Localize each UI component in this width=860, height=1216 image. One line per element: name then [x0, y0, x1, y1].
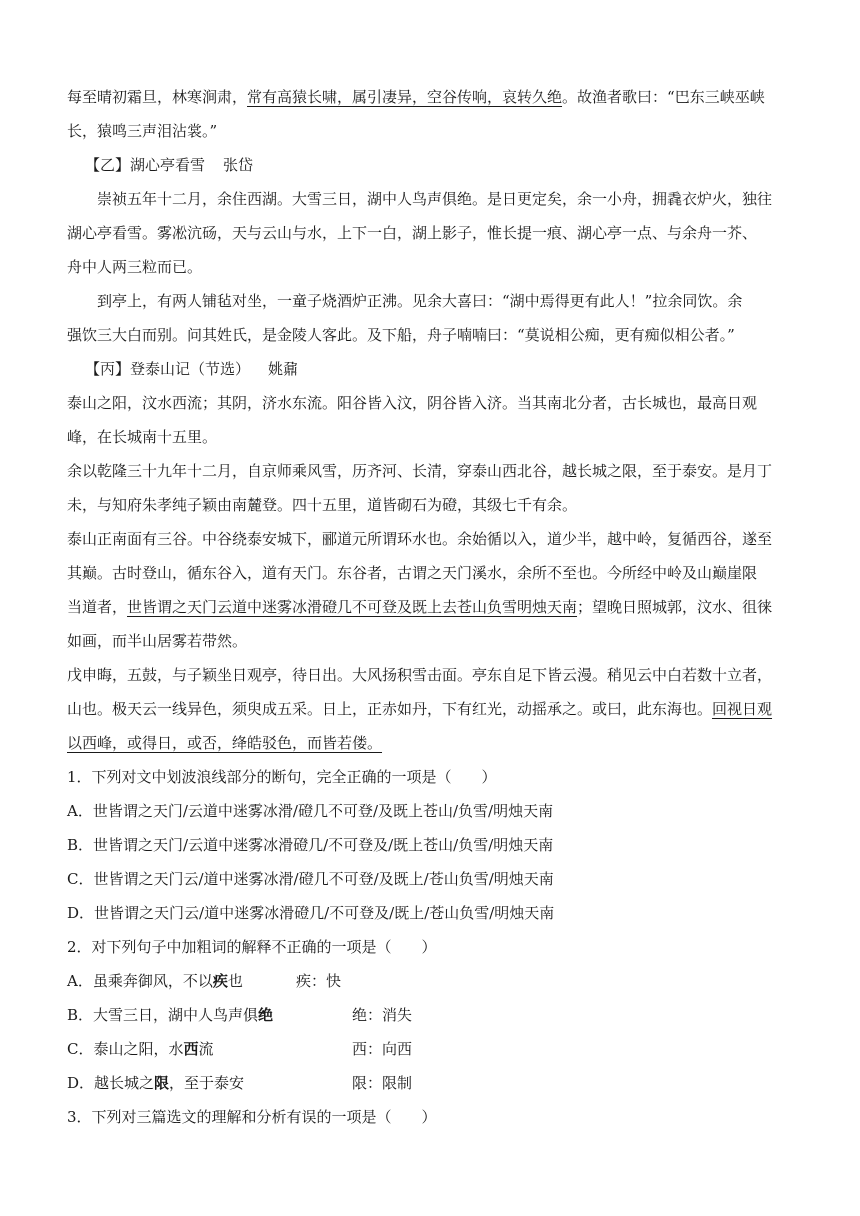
- text-span: 每至晴初霜旦，林寒涧肃，: [67, 88, 248, 106]
- yi-p1-line3: 舟中人两三粒而已。: [67, 258, 203, 276]
- document-content: [67, 80, 803, 1134]
- q2-option-a[interactable]: [67, 964, 803, 998]
- option-text: D．越长城之: [67, 1074, 155, 1092]
- yi-author: 张岱: [223, 156, 254, 174]
- bold-word: 限: [154, 1074, 170, 1092]
- option-text: C．泰山之阳，水: [67, 1040, 184, 1058]
- option-definition: 限：限制: [352, 1074, 413, 1092]
- q1-option-d[interactable]: D．世皆谓之天门云/道中迷雾冰滑磴几/不可登及/既上/苍山负雪/明烛天南: [67, 904, 555, 922]
- underlined-text: 常有高猿长啸，属引凄异，空谷传响，哀转久绝: [247, 88, 563, 106]
- q2-option-c[interactable]: [67, 1032, 803, 1066]
- yi-p2-line2: 强饮三大白而别。问其姓氏，是金陵人客此。及下船，舟子喃喃曰：“莫说相公痴，更有痴似相公者。”: [67, 326, 735, 344]
- q2-option-d[interactable]: [67, 1066, 803, 1100]
- question-3-stem: 3．下列对三篇选文的理解和分析有误的一项是（ ）: [67, 1108, 437, 1126]
- jia-tail-line2: 长，猿鸣三声泪沾裳。”: [67, 122, 218, 140]
- yi-p2-line1: 到亭上，有两人铺毡对坐，一童子烧酒炉正沸。见余大喜曰：“湖中焉得更有此人！”拉余同饮。余: [97, 292, 743, 310]
- bold-word: 西: [183, 1040, 199, 1058]
- jia-tail-line1: [67, 80, 803, 114]
- option-text: B．大雪三日，湖中人鸟声俱: [67, 1006, 259, 1024]
- option-definition: 疾：快: [296, 972, 342, 990]
- wavy-underlined-text: 世皆谓之天门云道中迷雾冰滑磴几不可登及既上去苍山负雪明烛天南: [127, 598, 578, 616]
- text-span: 山也。极天云一线异色，须臾成五采。日上，正赤如丹，下有红光，动摇承之。或曰，此东海也。: [67, 700, 713, 718]
- bing-p2-line2: 未，与知府朱孝纯子颖由南麓登。四十五里，道皆砌石为磴，其级七千有余。: [67, 496, 578, 514]
- yi-title: 【乙】湖心亭看雪: [85, 156, 206, 174]
- underlined-text: 以西峰，或得日，或否，绛皓驳色，而皆若偻。: [67, 734, 383, 752]
- q1-option-c[interactable]: C．世皆谓之天门云/道中迷雾冰滑/磴几不可登/及既上/苍山负雪/明烛天南: [67, 870, 554, 888]
- question-1-stem: 1．下列对文中划波浪线部分的断句，完全正确的一项是（ ）: [67, 768, 497, 786]
- option-definition: 绝：消失: [352, 1006, 413, 1024]
- bing-p1-line1: 泰山之阳，汶水西流；其阴，济水东流。阳谷皆入汶，阴谷皆入济。当其南北分者，古长城也，最高日观: [67, 394, 758, 412]
- q1-option-a[interactable]: A．世皆谓之天门/云道中迷雾冰滑/磴几不可登/及既上苍山/负雪/明烛天南: [67, 802, 554, 820]
- bing-title: 【丙】登泰山记（节选）: [85, 360, 251, 378]
- yi-p1-line2: 湖心亭看雪。雾凇沆砀，天与云山与水，上下一白，湖上影子，惟长提一痕、湖心亭一点、与余舟一芥、: [67, 224, 758, 242]
- option-definition: 西：向西: [352, 1040, 413, 1058]
- yi-p1-line1: 崇祯五年十二月，余住西湖。大雪三日，湖中人鸟声俱绝。是日更定矣，余一小舟，拥毳衣炉火，独往: [97, 190, 773, 208]
- text-span: 。故渔者歌曰：“巴东三峡巫峡: [562, 88, 765, 106]
- option-text: 也: [227, 972, 243, 990]
- q1-option-b[interactable]: B．世皆谓之天门/云道中迷雾冰滑磴几/不可登及/既上苍山/负雪/明烛天南: [67, 836, 554, 854]
- option-text: 流: [198, 1040, 214, 1058]
- yi-heading: [67, 148, 803, 182]
- question-2-stem: 2．对下列句子中加粗词的解释不正确的一项是（ ）: [67, 938, 437, 956]
- bold-word: 绝: [258, 1006, 274, 1024]
- q2-option-b[interactable]: [67, 998, 803, 1032]
- underlined-text: 回视日观: [712, 700, 773, 718]
- bing-author: 姚鼐: [268, 360, 299, 378]
- bing-p4-line3: [67, 726, 803, 760]
- bing-p4-line2: [67, 692, 803, 726]
- text-span: ；望晚日照城郭，汶水、徂徕: [577, 598, 773, 616]
- bing-p2-line1: 余以乾隆三十九年十二月，自京师乘风雪，历齐河、长清，穿泰山西北谷，越长城之限，至于泰安。是月丁: [67, 462, 773, 480]
- option-text: A．虽乘奔御风，不以: [67, 972, 213, 990]
- bing-p3-line1: 泰山正南面有三谷。中谷绕泰安城下，郦道元所谓环水也。余始循以入，道少半，越中岭，复循西谷，遂至: [67, 530, 773, 548]
- bing-heading: [67, 352, 803, 386]
- option-text: ，至于泰安: [169, 1074, 245, 1092]
- bold-word: 疾: [212, 972, 228, 990]
- bing-p3-line4: 如画，而半山居雾若带然。: [67, 632, 248, 650]
- bing-p4-line1: 戊申晦，五鼓，与子颖坐日观亭，待日出。大风扬积雪击面。亭东自足下皆云漫。稍见云中白若数十立者，: [67, 666, 773, 684]
- text-span: 当道者，: [67, 598, 128, 616]
- bing-p3-line2: 其巅。古时登山，循东谷入，道有天门。东谷者，古谓之天门溪水，余所不至也。今所经中岭及山巅崖限: [67, 564, 758, 582]
- bing-p3-line3: [67, 590, 803, 624]
- bing-p1-line2: 峰，在长城南十五里。: [67, 428, 218, 446]
